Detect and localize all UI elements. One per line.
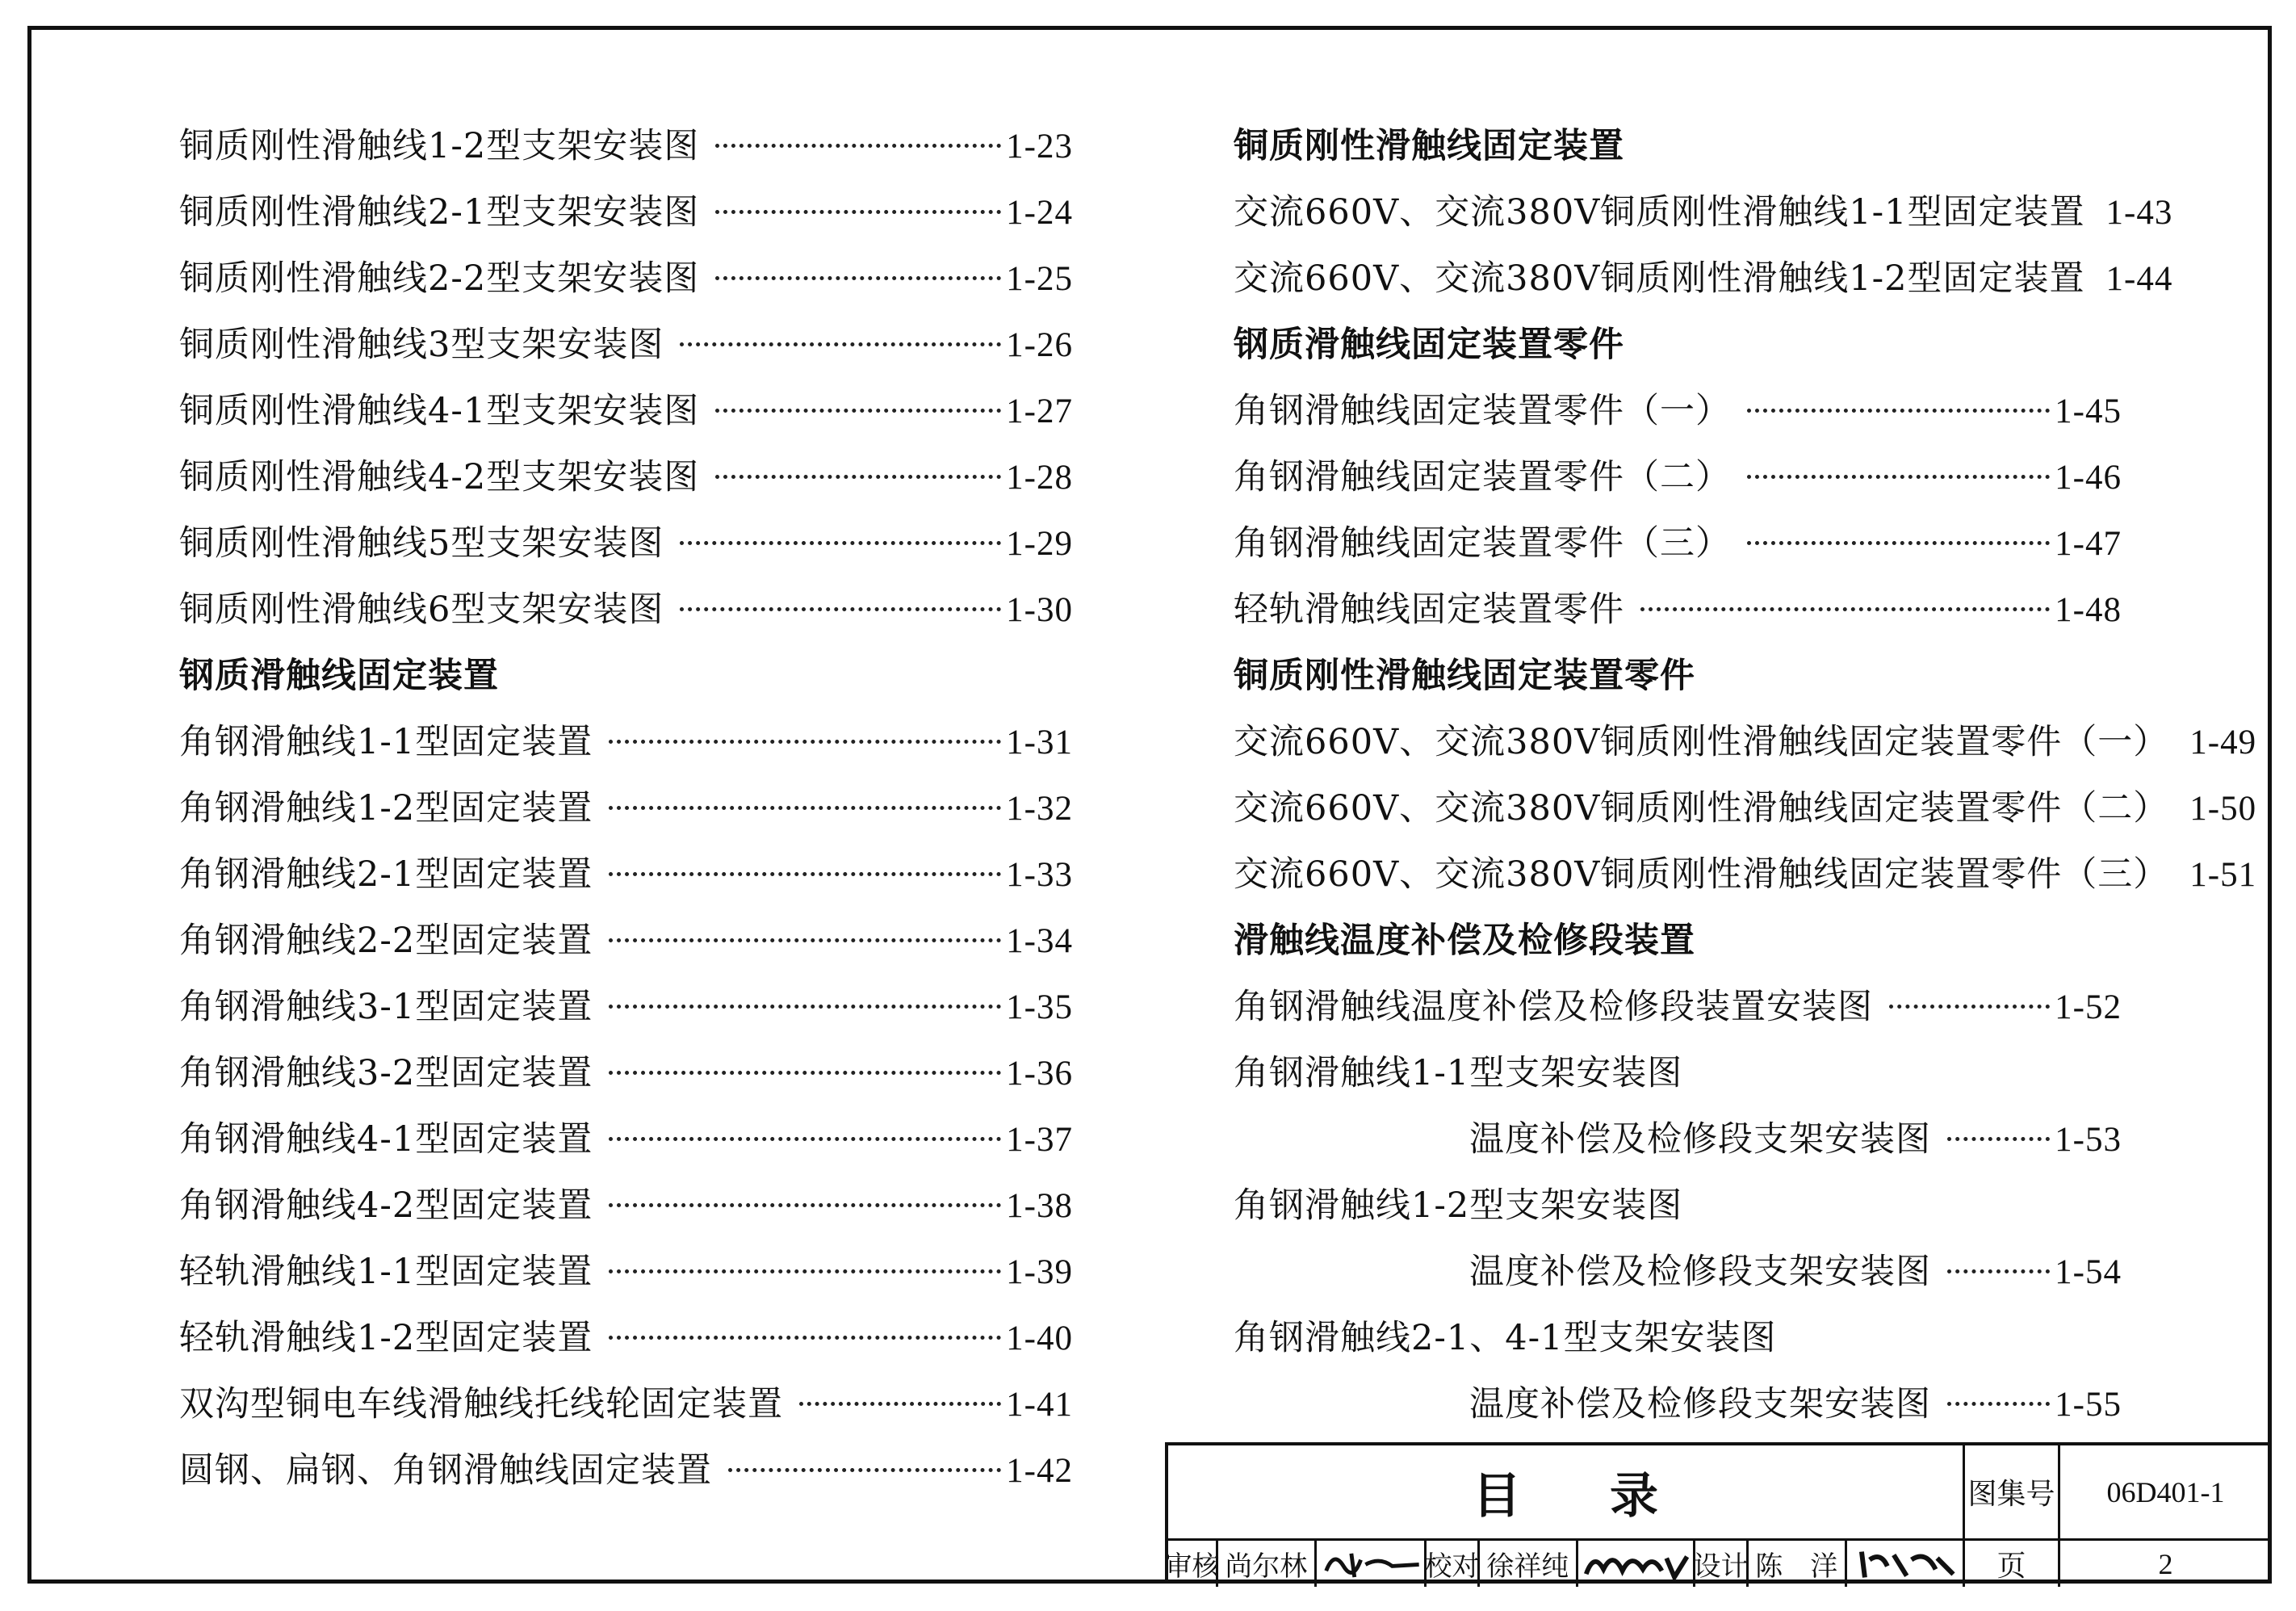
dot-leader — [1947, 1137, 2050, 1141]
toc-entry — [1234, 1371, 2122, 1437]
toc-entry-page: 1-39 — [1006, 1253, 1073, 1291]
toc-entry — [1234, 775, 2257, 841]
dot-leader — [715, 276, 1001, 280]
toc-entry-title: 铜质刚性滑触线4-2型支架安装图 — [179, 457, 700, 497]
toc-entry — [1234, 245, 2173, 312]
dot-leader — [609, 938, 1001, 942]
toc-right-column — [1234, 113, 2257, 1437]
toc-section-heading — [1234, 643, 2122, 709]
toc-entry — [1234, 1106, 2122, 1173]
toc-entry-title: 轻轨滑触线1-2型固定装置 — [179, 1318, 593, 1358]
toc-entry — [179, 1437, 1073, 1504]
toc-entry-title: 铜质刚性滑触线固定装置零件 — [1234, 656, 1695, 696]
toc-entry — [179, 1371, 1073, 1437]
dot-leader — [609, 1071, 1001, 1075]
toc-entry — [179, 312, 1073, 378]
toc-entry-title: 铜质刚性滑触线3型支架安装图 — [179, 325, 664, 365]
toc-entry-title: 交流660V、交流380V铜质刚性滑触线1-1型固定装置 — [1234, 192, 2085, 233]
toc-entry-page: 1-37 — [1006, 1121, 1073, 1159]
toc-entry-title: 铜质刚性滑触线6型支架安装图 — [179, 589, 664, 630]
toc-entry-page: 1-40 — [1006, 1319, 1073, 1357]
toc-entry — [1234, 577, 2122, 643]
toc-entry-page: 1-34 — [1006, 922, 1073, 960]
toc-entry-title: 交流660V、交流380V铜质刚性滑触线固定装置零件（三） — [1234, 854, 2169, 895]
checker-name: 徐祥纯 — [1480, 1541, 1578, 1587]
toc-entry-page: 1-33 — [1006, 856, 1073, 894]
dot-leader — [1889, 1005, 2050, 1009]
toc-entry — [179, 577, 1073, 643]
toc-entry-page: 1-49 — [2189, 724, 2257, 761]
toc-entry-title: 角钢滑触线1-1型支架安装图 — [1234, 1053, 1683, 1093]
atlas-number: 06D401-1 — [2060, 1445, 2271, 1541]
approval-row — [1164, 1541, 1965, 1587]
dot-leader — [1747, 475, 2050, 479]
toc-entry-page: 1-25 — [1006, 260, 1073, 298]
toc-entry-page: 1-54 — [2055, 1253, 2122, 1291]
toc-entry-page: 1-42 — [1006, 1452, 1073, 1490]
toc-entry-title: 角钢滑触线1-2型支架安装图 — [1234, 1185, 1683, 1226]
toc-entry-page: 1-24 — [1006, 194, 1073, 232]
toc-entry-title: 角钢滑触线2-1型固定装置 — [179, 854, 593, 895]
toc-entry-title: 交流660V、交流380V铜质刚性滑触线固定装置零件（一） — [1234, 722, 2169, 762]
toc-entry-title: 双沟型铜电车线滑触线托线轮固定装置 — [179, 1384, 783, 1424]
toc-entry — [179, 1305, 1073, 1371]
toc-entry-page: 1-51 — [2189, 856, 2257, 894]
toc-entry-title: 钢质滑触线固定装置 — [179, 656, 499, 696]
toc-entry-title: 角钢滑触线1-1型固定装置 — [179, 722, 593, 762]
toc-entry — [1234, 179, 2173, 245]
toc-entry-title: 铜质刚性滑触线2-2型支架安装图 — [179, 258, 700, 299]
designer-signature — [1847, 1541, 1963, 1587]
toc-entry-title: 圆钢、扁钢、角钢滑触线固定装置 — [179, 1450, 712, 1491]
toc-entry-title: 角钢滑触线固定装置零件（二） — [1234, 457, 1731, 497]
toc-entry-title: 角钢滑触线固定装置零件（一） — [1234, 391, 1731, 431]
toc-entry-title: 铜质刚性滑触线固定装置 — [1234, 126, 1624, 166]
toc-entry — [179, 1106, 1073, 1173]
toc-entry — [1234, 1305, 2122, 1371]
toc-entry — [1234, 1040, 2122, 1106]
toc-entry-page: 1-27 — [1006, 392, 1073, 430]
toc-entry — [179, 378, 1073, 444]
toc-entry-page: 1-53 — [2055, 1121, 2122, 1159]
toc-entry-title: 铜质刚性滑触线2-1型支架安装图 — [179, 192, 700, 233]
toc-entry-title: 铜质刚性滑触线4-1型支架安装图 — [179, 391, 700, 431]
design-label: 设计 — [1695, 1541, 1749, 1587]
toc-entry — [1234, 709, 2257, 775]
toc-entry — [179, 709, 1073, 775]
document-title: 目录 — [1168, 1445, 1965, 1541]
dot-leader — [680, 342, 1001, 346]
dot-leader — [1747, 541, 2050, 545]
toc-entry-title: 交流660V、交流380V铜质刚性滑触线1-2型固定装置 — [1234, 258, 2085, 299]
dot-leader — [1947, 1402, 2050, 1406]
toc-entry — [1234, 1239, 2122, 1305]
toc-entry — [179, 179, 1073, 245]
toc-entry-page: 1-38 — [1006, 1187, 1073, 1225]
toc-entry-page: 1-47 — [2055, 525, 2122, 563]
toc-entry — [1234, 841, 2257, 908]
toc-entry-title: 角钢滑触线3-2型固定装置 — [179, 1053, 593, 1093]
toc-entry-page: 1-50 — [2189, 790, 2257, 828]
toc-entry-title: 温度补偿及检修段支架安装图 — [1469, 1119, 1931, 1160]
dot-leader — [609, 1336, 1001, 1340]
toc-entry-title: 铜质刚性滑触线5型支架安装图 — [179, 523, 664, 564]
dot-leader — [609, 806, 1001, 810]
toc-entry-title: 角钢滑触线1-2型固定装置 — [179, 788, 593, 829]
reviewer-signature — [1317, 1541, 1427, 1587]
page-label: 页 — [1965, 1541, 2060, 1587]
dot-leader — [609, 872, 1001, 876]
dot-leader — [715, 409, 1001, 413]
dot-leader — [715, 210, 1001, 214]
toc-entry-page: 1-28 — [1006, 459, 1073, 497]
toc-entry-page: 1-41 — [1006, 1386, 1073, 1424]
toc-entry-page: 1-30 — [1006, 591, 1073, 629]
toc-entry-page: 1-29 — [1006, 525, 1073, 563]
dot-leader — [1747, 409, 2050, 413]
title-block — [1165, 1442, 2268, 1584]
toc-entry — [1234, 378, 2122, 444]
dot-leader — [799, 1402, 1001, 1406]
toc-section-heading — [1234, 113, 2122, 179]
toc-entry — [179, 444, 1073, 510]
toc-entry-title: 角钢滑触线固定装置零件（三） — [1234, 523, 1731, 564]
dot-leader — [609, 1005, 1001, 1009]
toc-entry-title: 温度补偿及检修段支架安装图 — [1469, 1384, 1931, 1424]
toc-entry — [1234, 444, 2122, 510]
toc-entry-title: 滑触线温度补偿及检修段装置 — [1234, 921, 1695, 961]
toc-entry-title: 角钢滑触线2-1、4-1型支架安装图 — [1234, 1318, 1777, 1358]
toc-entry-title: 角钢滑触线4-1型固定装置 — [179, 1119, 593, 1160]
toc-entry — [179, 1173, 1073, 1239]
dot-leader — [1947, 1269, 2050, 1273]
dot-leader — [609, 1269, 1001, 1273]
atlas-number-label: 图集号 — [1965, 1445, 2060, 1541]
toc-entry-page: 1-35 — [1006, 988, 1073, 1026]
dot-leader — [1640, 607, 2050, 611]
toc-entry-page: 1-52 — [2055, 988, 2122, 1026]
toc-entry-title: 角钢滑触线4-2型固定装置 — [179, 1185, 593, 1226]
toc-entry — [179, 974, 1073, 1040]
toc-entry-page: 1-45 — [2055, 392, 2122, 430]
toc-entry-page: 1-23 — [1006, 128, 1073, 166]
toc-left-column — [179, 113, 1073, 1504]
toc-entry-page: 1-44 — [2105, 260, 2173, 298]
page-number: 2 — [2158, 1547, 2173, 1580]
toc-entry-title: 温度补偿及检修段支架安装图 — [1469, 1252, 1931, 1292]
toc-entry-page: 1-55 — [2055, 1386, 2122, 1424]
dot-leader — [609, 740, 1001, 744]
toc-entry-title: 轻轨滑触线固定装置零件 — [1234, 589, 1624, 630]
toc-entry — [179, 908, 1073, 974]
review-label: 审核 — [1168, 1541, 1218, 1587]
check-label: 校对 — [1427, 1541, 1480, 1587]
dot-leader — [715, 475, 1001, 479]
toc-entry-page: 1-46 — [2055, 459, 2122, 497]
toc-section-heading — [1234, 908, 2122, 974]
toc-entry-page: 1-26 — [1006, 326, 1073, 364]
toc-section-heading — [179, 643, 1073, 709]
toc-entry-page: 1-32 — [1006, 790, 1073, 828]
toc-entry-title: 轻轨滑触线1-1型固定装置 — [179, 1252, 593, 1292]
toc-entry-page: 1-36 — [1006, 1055, 1073, 1093]
dot-leader — [609, 1137, 1001, 1141]
toc-entry — [179, 245, 1073, 312]
toc-entry — [1234, 510, 2122, 577]
toc-entry — [179, 775, 1073, 841]
dot-leader — [715, 144, 1001, 148]
toc-entry-title: 角钢滑触线3-1型固定装置 — [179, 987, 593, 1027]
toc-entry-page: 1-48 — [2055, 591, 2122, 629]
toc-section-heading — [1234, 312, 2122, 378]
toc-entry — [179, 113, 1073, 179]
toc-entry-page: 1-31 — [1006, 724, 1073, 761]
toc-entry — [179, 1040, 1073, 1106]
dot-leader — [728, 1468, 1001, 1472]
toc-entry-title: 交流660V、交流380V铜质刚性滑触线固定装置零件（二） — [1234, 788, 2169, 829]
reviewer-name: 尚尔林 — [1218, 1541, 1317, 1587]
toc-entry — [1234, 1173, 2122, 1239]
toc-entry-page: 1-43 — [2105, 194, 2173, 232]
toc-entry-title: 钢质滑触线固定装置零件 — [1234, 325, 1624, 365]
toc-entry-title: 角钢滑触线2-2型固定装置 — [179, 921, 593, 961]
toc-entry-title: 铜质刚性滑触线1-2型支架安装图 — [179, 126, 700, 166]
checker-signature — [1578, 1541, 1695, 1587]
dot-leader — [680, 541, 1001, 545]
designer-name: 陈 洋 — [1749, 1541, 1847, 1587]
toc-entry — [1234, 974, 2122, 1040]
toc-entry-title: 角钢滑触线温度补偿及检修段装置安装图 — [1234, 987, 1873, 1027]
toc-entry — [179, 1239, 1073, 1305]
toc-entry — [179, 510, 1073, 577]
toc-entry — [179, 841, 1073, 908]
dot-leader — [609, 1203, 1001, 1207]
dot-leader — [680, 607, 1001, 611]
